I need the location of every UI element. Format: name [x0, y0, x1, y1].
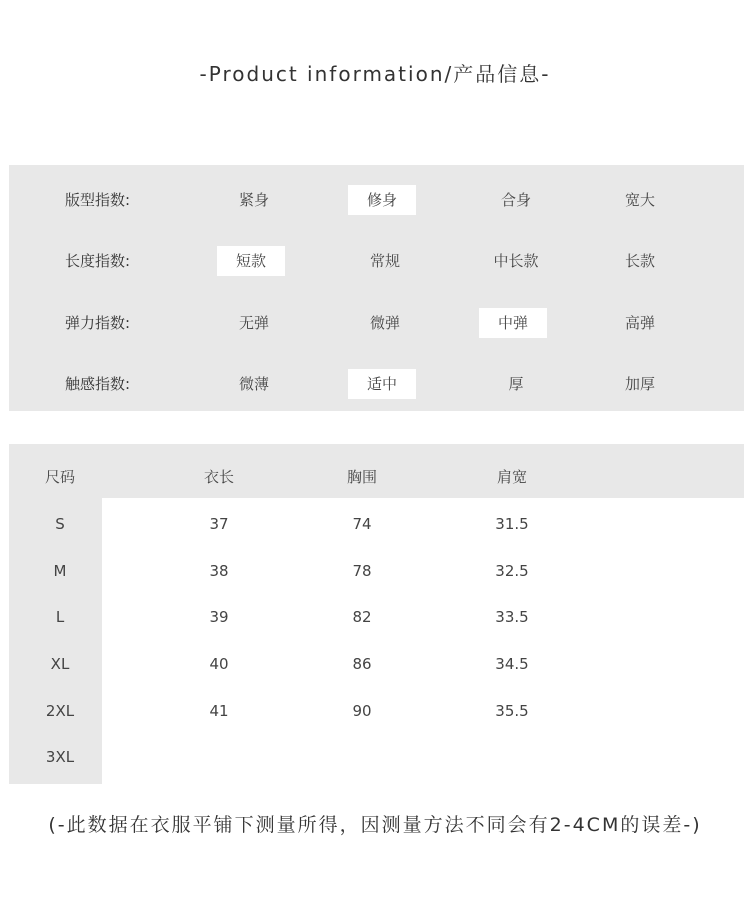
size-cell: 3XL [45, 748, 75, 766]
header-length: 衣长 [203, 468, 234, 486]
index-option: 无弹 [238, 314, 269, 332]
index-option: 宽大 [624, 191, 655, 209]
fit-index-panel [9, 165, 744, 411]
index-label: 长度指数: [65, 252, 131, 270]
size-cell: XL [50, 655, 70, 673]
header-shoulder: 肩宽 [496, 468, 527, 486]
length-cell: 37 [209, 515, 229, 533]
index-option: 中长款 [493, 252, 539, 270]
index-row-length [9, 246, 744, 276]
index-option: 常规 [369, 252, 400, 270]
chest-cell: 86 [352, 655, 372, 673]
chest-cell [332, 745, 392, 769]
index-option: 微薄 [238, 375, 269, 393]
index-label: 版型指数: [65, 191, 131, 209]
shoulder-cell: 31.5 [495, 515, 529, 533]
size-cell: S [55, 515, 65, 533]
header-size: 尺码 [44, 468, 75, 486]
index-row-touch [9, 369, 744, 399]
size-table [9, 444, 744, 784]
shoulder-cell: 32.5 [495, 562, 529, 580]
index-label: 弹力指数: [65, 314, 131, 332]
shoulder-cell [482, 745, 542, 769]
index-option-selected: 短款 [217, 246, 285, 276]
index-option-selected: 适中 [348, 369, 416, 399]
index-row-stretch [9, 308, 744, 338]
chest-cell: 90 [352, 702, 372, 720]
chest-cell: 82 [352, 608, 372, 626]
size-column [9, 498, 102, 784]
shoulder-cell: 33.5 [495, 608, 529, 626]
measurement-note: (-此数据在衣服平铺下测量所得，因测量方法不同会有2-4CM的误差-) [48, 814, 702, 836]
length-cell: 40 [209, 655, 229, 673]
size-cell: 2XL [45, 702, 75, 720]
index-option: 厚 [508, 375, 524, 393]
index-option: 紧身 [238, 191, 269, 209]
index-option-selected: 中弹 [479, 308, 547, 338]
index-option: 加厚 [624, 375, 655, 393]
shoulder-cell: 34.5 [495, 655, 529, 673]
length-cell [189, 745, 249, 769]
index-option: 合身 [500, 191, 531, 209]
length-cell: 39 [209, 608, 229, 626]
index-label: 触感指数: [65, 375, 131, 393]
index-option: 高弹 [624, 314, 655, 332]
index-option: 长款 [624, 252, 655, 270]
header-chest: 胸围 [346, 468, 377, 486]
size-cell: L [55, 608, 65, 626]
shoulder-cell: 35.5 [495, 702, 529, 720]
size-table-header [9, 444, 744, 498]
chest-cell: 78 [352, 562, 372, 580]
page-title: -Product information/产品信息- [199, 62, 551, 86]
index-row-fit [9, 185, 744, 215]
size-cell: M [53, 562, 67, 580]
chest-cell: 74 [352, 515, 372, 533]
index-option: 微弹 [369, 314, 400, 332]
length-cell: 38 [209, 562, 229, 580]
index-option-selected: 修身 [348, 185, 416, 215]
length-cell: 41 [209, 702, 229, 720]
